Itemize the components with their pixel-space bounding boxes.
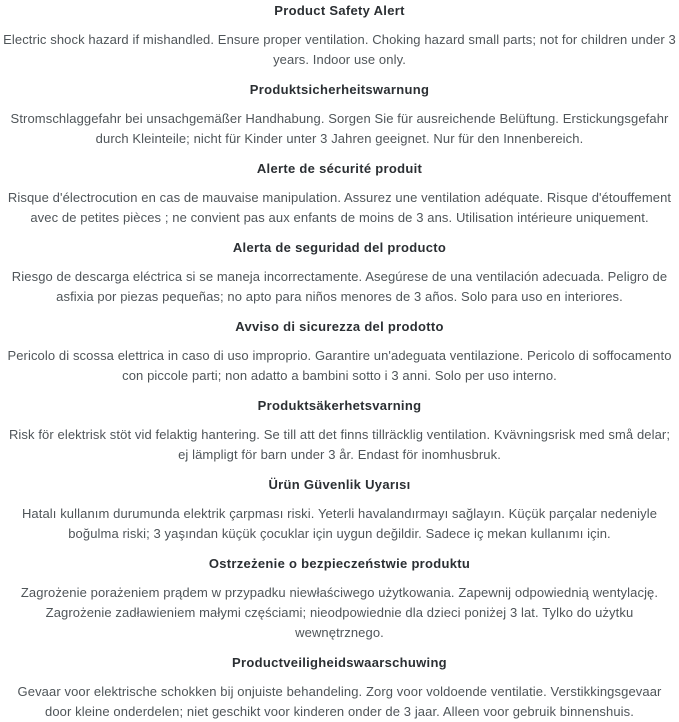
section-heading-german: Produktsicherheitswarnung	[249, 82, 430, 97]
safety-section-english	[3, 2, 676, 70]
section-heading-polish: Ostrzeżenie o bezpieczeństwie produktu	[208, 556, 471, 571]
safety-section-turkish	[3, 476, 676, 544]
safety-section-italian	[3, 318, 676, 386]
section-body-german: Stromschlaggefahr bei unsachgemäßer Handhabung. Sorgen Sie für ausreichende Belüftung. Erstickungsgefahr durch Kleinteile; nicht für Kinder unter 3 Jahren geeignet. Nur für den Innenbereich.	[10, 111, 669, 146]
section-body-dutch: Gevaar voor elektrische schokken bij onjuiste behandeling. Zorg voor voldoende ventilatie. Verstikkingsgevaar door kleine onderdelen; niet geschikt voor kinderen onder de 3 jaar. Alleen voor gebruik binnenshuis.	[17, 684, 662, 719]
safety-section-german	[3, 81, 676, 149]
section-body-polish: Zagrożenie porażeniem prądem w przypadku niewłaściwego użytkowania. Zapewnij odpowiednią wentylację. Zagrożenie zadławieniem małymi częściami; nieodpowiednie dla dzieci poniżej 3 lat. Tylko do użytku wewnętrznego.	[20, 585, 659, 640]
section-body-swedish: Risk för elektrisk stöt vid felaktig hantering. Se till att det finns tillräcklig ventilation. Kvävningsrisk med små delar; ej lämpligt för barn under 3 år. Endast för inomhusbruk.	[8, 427, 671, 462]
section-heading-spanish: Alerta de seguridad del producto	[232, 240, 447, 255]
section-body-italian: Pericolo di scossa elettrica in caso di uso improprio. Garantire un'adeguata ventilazione. Pericolo di soffocamento con piccole parti; non adatto a bambini sotto i 3 anni. Solo per uso interno.	[7, 348, 672, 383]
safety-section-french	[3, 160, 676, 228]
safety-section-swedish	[3, 397, 676, 465]
section-heading-swedish: Produktsäkerhetsvarning	[257, 398, 422, 413]
safety-section-spanish	[3, 239, 676, 307]
section-body-spanish: Riesgo de descarga eléctrica si se maneja incorrectamente. Asegúrese de una ventilación adecuada. Peligro de asfixia por piezas pequeñas; no apto para niños menores de 3 años. Solo para uso en interiores.	[11, 269, 668, 304]
safety-section-dutch	[3, 654, 676, 722]
section-body-turkish: Hatalı kullanım durumunda elektrik çarpması riski. Yeterli havalandırmayı sağlayın. Küçük parçalar nedeniyle boğulma riski; 3 yaşından küçük çocuklar için uygun değildir. Sadece iç mekan kullanımı için.	[21, 506, 658, 541]
section-heading-turkish: Ürün Güvenlik Uyarısı	[268, 477, 411, 492]
section-heading-dutch: Productveiligheidswaarschuwing	[232, 655, 447, 670]
section-body-english: Electric shock hazard if mishandled. Ensure proper ventilation. Choking hazard small parts; not for children under 3 years. Indoor use only.	[3, 32, 676, 67]
safety-section-polish	[3, 555, 676, 643]
section-body-french: Risque d'électrocution en cas de mauvaise manipulation. Assurez une ventilation adéquate. Risque d'étouffement avec de petites pièces ; ne convient pas aux enfants de moins de 3 ans. Utilisation intérieure uniquement.	[7, 190, 672, 225]
section-heading-italian: Avviso di sicurezza del prodotto	[235, 319, 444, 334]
section-heading-french: Alerte de sécurité produit	[256, 161, 423, 176]
section-heading-english: Product Safety Alert	[274, 3, 405, 18]
